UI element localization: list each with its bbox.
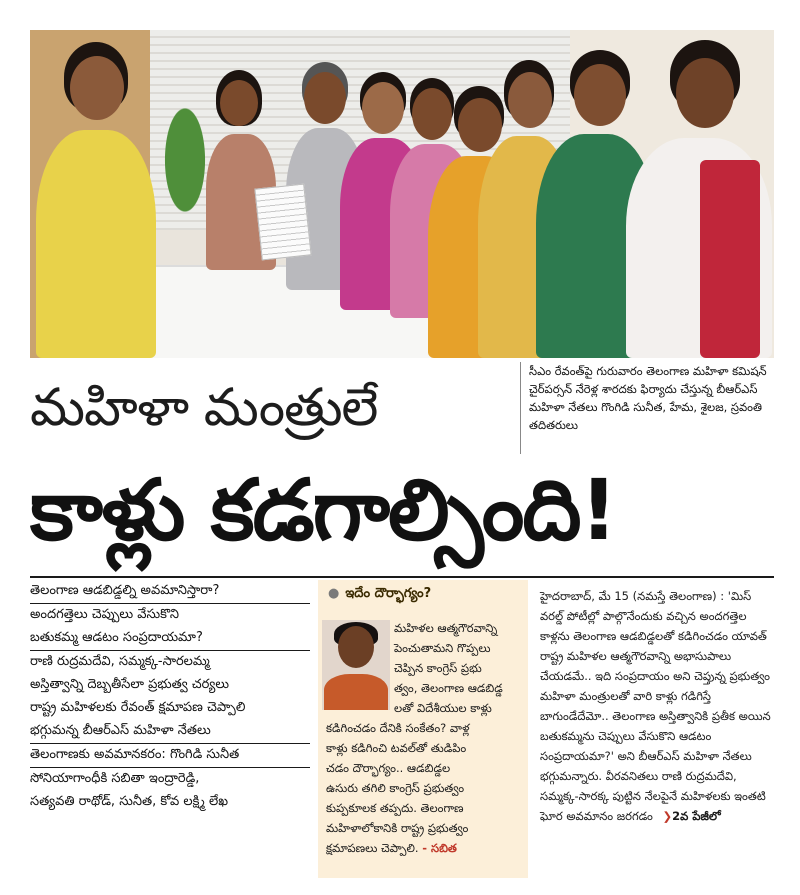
box-line: మహిళాలోకానికి రాష్ట్ర ప్రభుత్వం	[326, 821, 469, 835]
photo-person-chairperson	[30, 40, 180, 358]
box-last-line	[326, 838, 522, 858]
article-body	[540, 586, 774, 886]
box-line: పెంచుతామని గొప్పలు	[394, 641, 491, 655]
headline-line-1: మహిళా మంత్రులే	[30, 378, 378, 438]
box-line: లతో విదేశీయుల కాళ్లు	[394, 701, 492, 715]
highlight-line: రాణి రుద్రమదేవి, సమ్మక్క-సారలమ్మ	[30, 654, 210, 669]
continued-label: 2వ పేజీలో	[672, 809, 721, 823]
continued-link[interactable]	[663, 806, 721, 826]
highlight-line: రాష్ట్ర మహిళలకు రేవంత్ క్షమాపణ చెప్పాలి	[30, 700, 246, 715]
news-photo	[30, 30, 774, 358]
highlight-line: భగ్గుమన్న బీఆర్‌ఎస్ మహిళా నేతలు	[30, 720, 310, 744]
complaint-letter	[254, 184, 311, 261]
box-line: త్వం, తెలంగాణ ఆడబిడ్డ	[394, 681, 503, 695]
highlight-line: బతుకమ్మ ఆడటం సంప్రదాయమా?	[30, 627, 310, 651]
highlight-line: తెలంగాణకు అవమానకరం: గొంగిడి సునీత	[30, 744, 310, 768]
highlight-line: సత్యవతి రాథోడ్, సునీత, కోవ లక్ష్మి లేఖ	[30, 794, 229, 809]
article-text: హైదరాబాద్, మే 15 (నమస్తే తెలంగాణ) : 'మిస్ వరల్డ్ పోటీల్లో పాల్గొనేందుకు వచ్చిన అందగత్తెల కాళ్లను తెలంగాణ ఆడబిడ్డలతో కడిగించడం యావత్ రాష్ట్ర మహిళల ఆత్మగౌరవాన్ని అభాసుపాలు చేయడమే.. ఇది సంప్రదాయం అని చెప్తున్న ప్రభుత్వం మహిళా మంత్రులతో వారి కాళ్లు గడిగిస్తే బాగుండేదేమో.. తెలంగాణ అస్తిత్వానికి ప్రతీక అయిన బతుకమ్మను చెప్పులు వేసుకొని ఆడటం సంప్రదాయమా?' అని బీఆర్‌ఎస్ మహిళా నేతలు భగ్గుమన్నారు. వీరవనితలు రాణి రుద్రమదేవి, సమ్మక్క-సారక్క పుట్టిన నేలపైనే మహిళలకు ఇంతటి ఘోర అవమానం జరగడం	[540, 589, 771, 823]
box-last-line-text: క్షమాపణలు చెప్పాలి.	[326, 841, 419, 855]
box-line: ఉసురు తగిలి కాంగ్రెస్ ప్రభుత్వం	[326, 781, 465, 795]
highlight-line: తెలంగాణ ఆడబిడ్డల్ని అవమానిస్తారా?	[30, 580, 310, 604]
continue-arrow-icon: ❯	[662, 809, 673, 823]
box-line: కాళ్లు కడిగించి టవల్‌తో తుడిపిం	[326, 741, 467, 755]
box-line: మహిళల ఆత్మగౌరవాన్ని	[394, 621, 498, 635]
box-text	[326, 618, 522, 858]
photo-caption: సీఎం రేవంత్‌పై గురువారం తెలంగాణ మహిళా కమిషన్ చైర్‌పర్సన్ నేరెళ్ల శారదకు ఫిర్యాదు చేస్తున్న బీఆర్‌ఎస్ మహిళా నేతలు గొంగిడి సునీత, హేమ, శైలజ, స్రవంతి తదితరులు	[520, 362, 783, 454]
highlights-column	[30, 580, 310, 880]
box-line: కుప్పకూలక తప్పదు. తెలంగాణ	[326, 801, 464, 815]
box-line: చెప్పిన కాంగ్రెస్ ప్రభు	[394, 661, 482, 675]
section-rule	[30, 576, 774, 578]
box-line: చడం దౌర్భాగ్యం.. ఆడబిడ్డల	[326, 761, 451, 775]
box-signoff: - సబిత	[422, 841, 457, 855]
headline-line-2: కాళ్లు కడగాల్సింది!	[30, 461, 616, 559]
box-line: కడిగించడం దేనికి సంకేతం? వాళ్ల	[326, 721, 470, 735]
box-kicker	[328, 586, 431, 604]
bullet-icon: ●	[328, 586, 340, 601]
box-kicker-text: ఇదేం దౌర్భాగ్యం?	[345, 586, 432, 601]
photo-person-9	[620, 40, 774, 358]
highlight-line: అందగత్తెలు చెప్పులు వేసుకొని	[30, 607, 179, 622]
highlight-line: అస్తిత్వాన్ని దెబ్బతీసేలా ప్రభుత్వ చర్యలు	[30, 677, 230, 692]
sidebar-quote-box	[318, 580, 528, 878]
highlight-line: సోనియాగాంధీకి సబితా ఇంద్రారెడ్డి,	[30, 771, 200, 786]
